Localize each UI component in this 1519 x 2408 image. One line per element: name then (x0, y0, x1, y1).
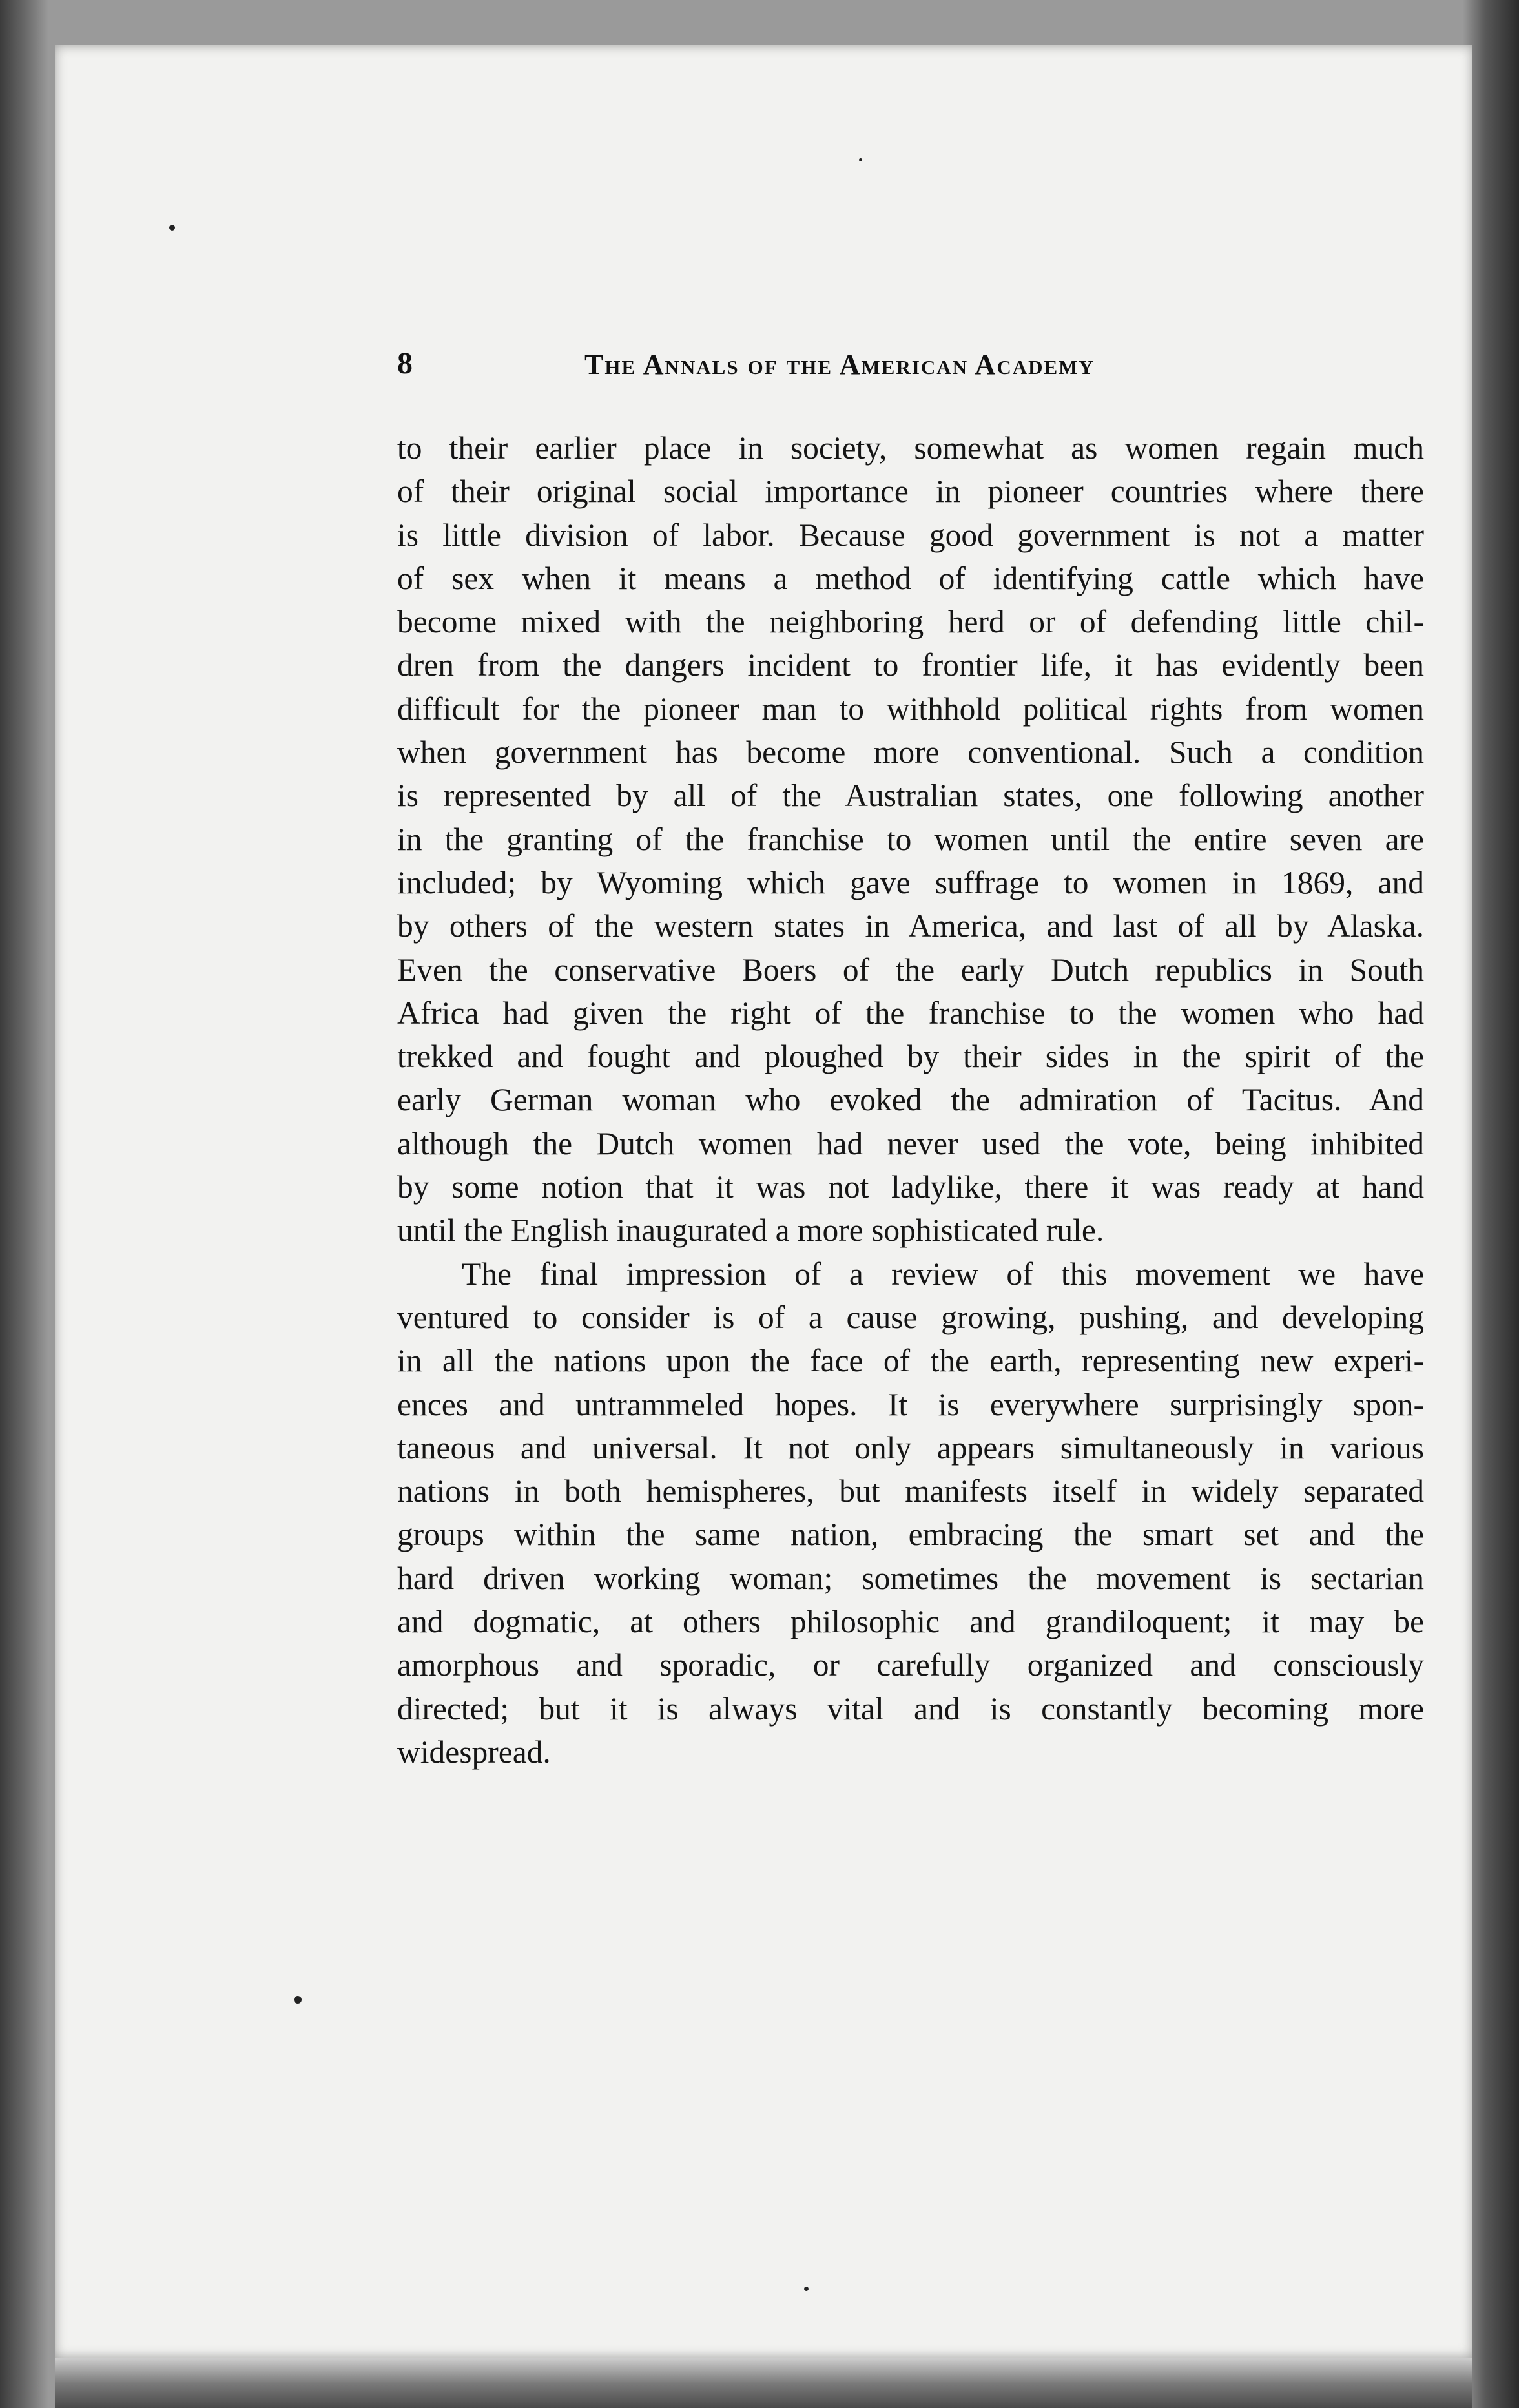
paragraph (397, 426, 1424, 1252)
text-line: Africa had given the right of the franchise to the women who had (397, 995, 1424, 1031)
page-bottom-edge (55, 2358, 1472, 2408)
running-head: The Annals of the American Academy (584, 349, 1095, 380)
text-line: directed; but it is always vital and is constantly becoming more (397, 1690, 1424, 1727)
text-line: when government has become more conventional. Such a condition (397, 734, 1424, 771)
text-line: taneous and universal. It not only appears simultaneously in various (397, 1429, 1424, 1466)
text-line: dren from the dangers incident to frontier life, it has evidently been (397, 647, 1424, 683)
text-line: in all the nations upon the face of the earth, representing new experi- (397, 1343, 1424, 1379)
text-line: become mixed with the neighboring herd or of defending little chil- (397, 604, 1424, 640)
text-line: difficult for the pioneer man to withhold political rights from women (397, 690, 1424, 727)
text-line: nations in both hemispheres, but manifests itself in widely separated (397, 1473, 1424, 1510)
text-line: to their earlier place in society, somewhat as women regain much (397, 430, 1424, 466)
scan-speck (294, 1996, 302, 2004)
text-line: amorphous and sporadic, or carefully organized and consciously (397, 1647, 1424, 1683)
page-number: 8 (397, 346, 413, 380)
body-text (397, 426, 1424, 1774)
text-line: widespread. (397, 1734, 551, 1770)
text-line: of sex when it means a method of identifying cattle which have (397, 560, 1424, 596)
text-line: is represented by all of the Australian states, one following another (397, 778, 1424, 814)
paragraph (397, 1252, 1424, 1774)
text-line: trekked and fought and ploughed by their sides in the spirit of the (397, 1039, 1424, 1075)
text-line: is little division of labor. Because good government is not a matter (397, 517, 1424, 553)
text-line: in the granting of the franchise to women until the entire seven are (397, 821, 1424, 857)
page-header (397, 346, 1424, 391)
text-line: ventured to consider is of a cause growing, pushing, and developing (397, 1299, 1424, 1335)
text-line: ences and untrammeled hopes. It is everywhere surprisingly spon- (397, 1386, 1424, 1422)
text-line: although the Dutch women had never used the vote, being inhibited (397, 1125, 1424, 1161)
scan-speck (859, 158, 862, 161)
text-line: The final impression of a review of this movement we have (462, 1256, 1424, 1292)
text-line: by some notion that it was not ladylike, there it was ready at hand (397, 1169, 1424, 1205)
scan-speck (169, 225, 175, 231)
text-line: until the English inaugurated a more sophisticated rule. (397, 1212, 1104, 1249)
text-line: early German woman who evoked the admiration of Tacitus. And (397, 1082, 1424, 1118)
text-line: of their original social importance in pioneer countries where there (397, 473, 1424, 510)
text-line: by others of the western states in America, and last of all by Alaska. (397, 908, 1424, 944)
text-line: included; by Wyoming which gave suffrage to women in 1869, and (397, 864, 1424, 900)
scan-speck (804, 2287, 809, 2291)
text-line: and dogmatic, at others philosophic and grandiloquent; it may be (397, 1604, 1424, 1640)
text-line: Even the conservative Boers of the early Dutch republics in South (397, 951, 1424, 988)
text-line: groups within the same nation, embracing the smart set and the (397, 1517, 1424, 1553)
text-line: hard driven working woman; sometimes the movement is sectarian (397, 1560, 1424, 1596)
